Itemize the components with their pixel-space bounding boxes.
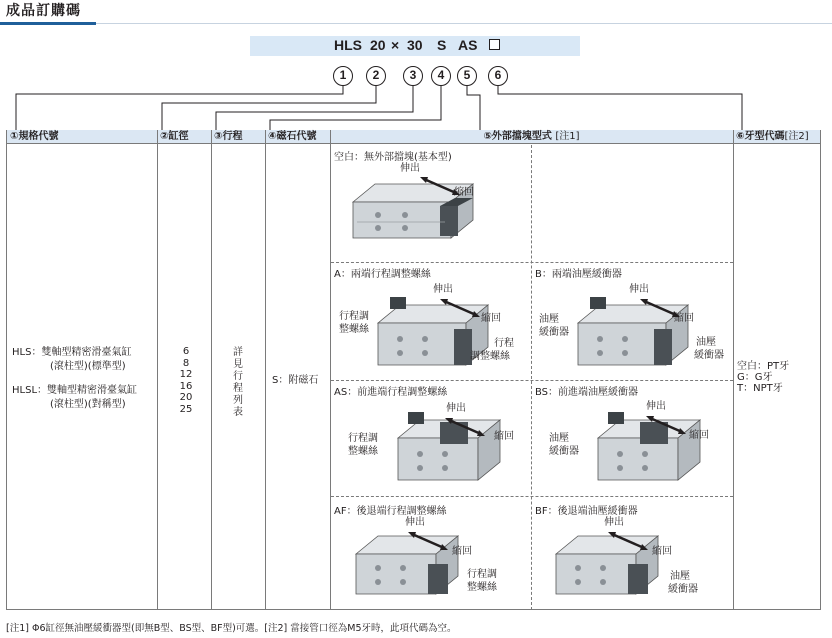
- stopper-label: A：兩端行程調整螺絲: [334, 269, 431, 280]
- callout-retract: 縮回: [452, 546, 472, 557]
- header-stroke: ③行程: [211, 130, 265, 144]
- code-magnet: S: [437, 37, 447, 53]
- marker-2: 2: [366, 66, 386, 86]
- stopper-label: AS：前進端行程調整螺絲: [334, 387, 448, 398]
- callout-adjuster: 整螺絲: [348, 446, 378, 457]
- stroke-note: [232, 347, 244, 419]
- stroke-char: 行: [233, 371, 243, 382]
- callout-retract: 縮回: [481, 313, 501, 324]
- col-divider: [733, 130, 734, 610]
- bore-value: 25: [179, 403, 193, 415]
- header-bore: ②缸徑: [157, 130, 211, 144]
- callout-shock-absorber: 緩衝器: [694, 350, 724, 361]
- callout-shock-absorber: 緩衝器: [549, 446, 579, 457]
- page-title: 成品訂購碼: [6, 3, 81, 19]
- callout-extend: 伸出: [405, 517, 425, 528]
- spec-hls: HLS：雙軸型精密滑臺氣缸: [12, 347, 132, 358]
- bore-value: 6: [182, 346, 190, 357]
- bore-value: 16: [179, 380, 193, 392]
- callout-extend: 伸出: [400, 163, 420, 174]
- grid-divider: [331, 380, 733, 381]
- bore-list: [178, 346, 194, 415]
- marker-4: 4: [431, 66, 451, 86]
- stroke-char: 程: [233, 383, 243, 394]
- header-stopper: ⑤外部擋塊型式 [注1]: [330, 130, 733, 144]
- col-divider: [330, 130, 331, 610]
- code-bore: 20: [370, 37, 386, 53]
- bore-value: 20: [179, 392, 193, 403]
- callout-extend: 伸出: [446, 403, 466, 414]
- header-spec: ①規格代號: [7, 130, 157, 144]
- callout-adjuster: 行程調: [467, 569, 497, 580]
- callout-retract: 縮回: [494, 431, 514, 442]
- header-thread: ⑥牙型代碼[注2]: [733, 130, 820, 144]
- grid-divider: [331, 262, 733, 263]
- grid-divider: [331, 496, 733, 497]
- col-divider: [265, 130, 266, 610]
- thread-option: 空白：PT牙: [737, 361, 790, 372]
- stroke-char: 詳: [233, 347, 243, 358]
- thread-option: G：G牙: [737, 372, 773, 383]
- callout-shock-absorber: 油壓: [549, 433, 569, 444]
- motion-arrow-icon: [440, 297, 480, 319]
- spec-hls-sub: (滾柱型)(標準型): [50, 361, 126, 372]
- callout-shock-absorber: 油壓: [539, 314, 559, 325]
- stopper-label: AF：後退端行程調整螺絲: [334, 506, 447, 517]
- code-stroke: 30: [407, 37, 423, 53]
- stroke-char: 見: [233, 359, 243, 370]
- connector-lines: [0, 0, 832, 135]
- code-times: ×: [391, 37, 400, 53]
- callout-adjuster: 整螺絲: [339, 324, 369, 335]
- callout-adjuster: 行程: [494, 338, 514, 349]
- stopper-label: BS：前進端油壓緩衝器: [535, 387, 639, 398]
- code-stopper: AS: [458, 37, 478, 53]
- motion-arrow-icon: [445, 416, 485, 438]
- callout-extend: 伸出: [646, 401, 666, 412]
- marker-6: 6: [488, 66, 508, 86]
- callout-retract: 縮回: [454, 187, 474, 198]
- col-divider: [157, 130, 158, 610]
- callout-retract: 縮回: [689, 430, 709, 441]
- stroke-char: 表: [233, 407, 243, 418]
- spec-hlsl: HLSL：雙軸型精密滑臺氣缸: [12, 385, 138, 396]
- spec-hlsl-sub: (滾柱型)(對稱型): [50, 399, 126, 410]
- motion-arrow-icon: [608, 530, 648, 552]
- callout-shock-absorber: 油壓: [670, 571, 690, 582]
- col-divider: [211, 130, 212, 610]
- note-ref-2: [注2]: [784, 131, 809, 142]
- callout-extend: 伸出: [604, 517, 624, 528]
- note-ref-1: [注1]: [555, 131, 580, 142]
- callout-shock-absorber: 緩衝器: [668, 584, 698, 595]
- bore-value: 8: [182, 357, 190, 369]
- bore-value: 12: [179, 369, 193, 380]
- motion-arrow-icon: [646, 414, 686, 436]
- callout-adjuster: 調整螺絲: [470, 351, 510, 362]
- marker-3: 3: [403, 66, 423, 86]
- callout-adjuster: 行程調: [348, 433, 378, 444]
- stopper-label: BF：後退端油壓緩衝器: [535, 506, 638, 517]
- callout-extend: 伸出: [629, 284, 649, 295]
- header-magnet: ④磁石代號: [265, 130, 330, 144]
- callout-shock-absorber: 油壓: [696, 337, 716, 348]
- code-model: HLS: [334, 37, 362, 53]
- callout-retract: 縮回: [652, 546, 672, 557]
- callout-shock-absorber: 緩衝器: [539, 327, 569, 338]
- stopper-label: B：兩端油壓緩衝器: [535, 269, 622, 280]
- marker-1: 1: [333, 66, 353, 86]
- stroke-char: 列: [233, 395, 243, 406]
- callout-adjuster: 行程調: [339, 311, 369, 322]
- callout-adjuster: 整螺絲: [467, 582, 497, 593]
- magnet-option: S：附磁石: [272, 375, 319, 386]
- thread-option: T：NPT牙: [737, 383, 783, 394]
- marker-5: 5: [457, 66, 477, 86]
- grid-divider: [531, 145, 532, 610]
- thread-options: [737, 361, 789, 394]
- stopper-label: 空白：無外部擋塊(基本型): [334, 152, 452, 163]
- callout-retract: 縮回: [674, 313, 694, 324]
- motion-arrow-icon: [408, 530, 448, 552]
- footnote: [注1] Φ6缸徑無油壓緩衝器型(即無B型、BS型、BF型)可選。[注2] 當接管口徑為M5牙時，此項代碼為空。: [6, 623, 457, 634]
- callout-extend: 伸出: [433, 284, 453, 295]
